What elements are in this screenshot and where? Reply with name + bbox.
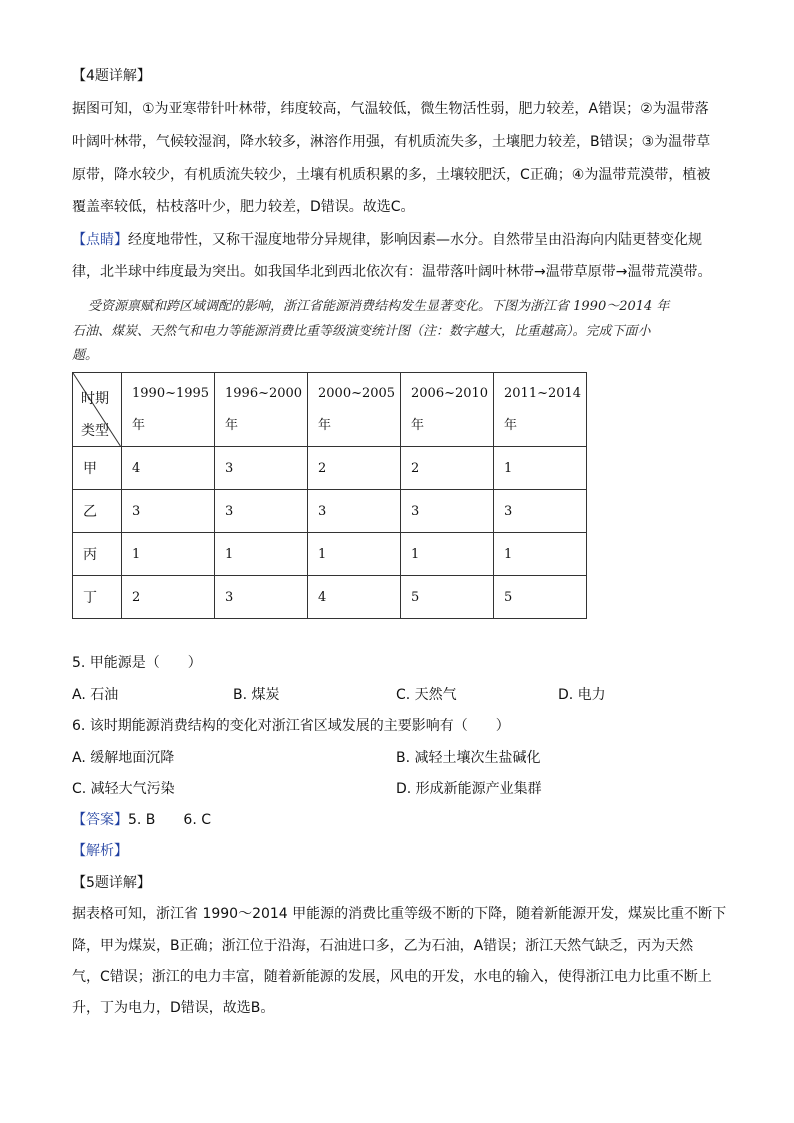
section5-line-2: 降，甲为煤炭，B正确；浙江位于沿海，石油进口多，乙为石油，A错误；浙江天然气缺乏，丙为天然 — [72, 938, 694, 954]
q5-stem: 5. 甲能源是（ ） — [72, 655, 202, 671]
period-header: 2006~2010 年 — [401, 373, 494, 447]
table-row — [73, 490, 587, 533]
table-cell: 2 — [308, 447, 401, 490]
q5-option-b: B. 煤炭 — [233, 687, 280, 703]
q5-option-a: A. 石油 — [72, 687, 119, 703]
row-label: 乙 — [73, 490, 122, 533]
section5-line-3: 气，C错误；浙江的电力丰富，随着新能源的发展，风电的开发，水电的输入，使得浙江电力比重不断上 — [72, 969, 712, 985]
row-label: 丙 — [73, 533, 122, 576]
table-row — [73, 533, 587, 576]
q6-option-c: C. 减轻大气污染 — [72, 781, 175, 797]
table-cell: 1 — [494, 447, 587, 490]
table-cell: 5 — [494, 576, 587, 619]
intro-line-1: 受资源禀赋和跨区域调配的影响，浙江省能源消费结构发生显著变化。下图为浙江省 1990～2014 年 — [88, 299, 670, 314]
section5-title: 【5题详解】 — [72, 875, 151, 891]
corner-bottom-label: 类型 — [81, 423, 109, 439]
note-line-1 — [72, 230, 702, 250]
q6-stem: 6. 该时期能源消费结构的变化对浙江省区域发展的主要影响有（ ） — [72, 718, 510, 734]
period-header: 2000~2005 年 — [308, 373, 401, 447]
table-cell: 1 — [122, 533, 215, 576]
table-cell: 1 — [401, 533, 494, 576]
period-header: 2011~2014 年 — [494, 373, 587, 447]
table-cell: 3 — [122, 490, 215, 533]
section5-line-4: 升，丁为电力，D错误，故选B。 — [72, 1000, 275, 1016]
table-cell: 1 — [308, 533, 401, 576]
note-line-2: 律，北半球中纬度最为突出。如我国华北到西北依次有：温带落叶阔叶林带→温带草原带→温带荒漠带。 — [72, 264, 712, 280]
period-header: 1990~1995 年 — [122, 373, 215, 447]
q6-option-d: D. 形成新能源产业集群 — [396, 781, 542, 797]
section5-line-1: 据表格可知，浙江省 1990～2014 甲能源的消费比重等级不断的下降，随着新能源开发，煤炭比重不断下 — [72, 906, 727, 922]
q5-option-c: C. 天然气 — [396, 687, 457, 703]
table-cell: 4 — [122, 447, 215, 490]
q6-option-a: A. 缓解地面沉降 — [72, 750, 175, 766]
section4-title: 【4题详解】 — [72, 68, 151, 84]
table-cell: 2 — [122, 576, 215, 619]
answer-line — [72, 810, 211, 830]
intro-line-3: 题。 — [72, 348, 99, 363]
section4-line-3: 原带，降水较少，有机质流失较少，土壤有机质积累的多，土壤较肥沃，C正确；④为温带荒漠带，植被 — [72, 167, 711, 183]
energy-table — [72, 372, 587, 619]
table-cell: 4 — [308, 576, 401, 619]
section4-line-2: 叶阔叶林带，气候较湿润，降水较多，淋溶作用强，有机质流失多，土壤肥力较差，B错误；③为温带草 — [72, 134, 711, 150]
answer-text: 5. B 6. C — [128, 812, 211, 828]
table-cell: 3 — [215, 576, 308, 619]
table-cell: 1 — [215, 533, 308, 576]
row-label: 丁 — [73, 576, 122, 619]
table-cell: 3 — [401, 490, 494, 533]
table-cell: 5 — [401, 576, 494, 619]
note-text-1: 经度地带性，又称干湿度地带分异规律，影响因素—水分。自然带呈由沿海向内陆更替变化规 — [128, 232, 702, 248]
table-row — [73, 447, 587, 490]
answer-label: 【答案】 — [72, 812, 128, 828]
table-corner-cell — [73, 373, 122, 447]
section4-line-1: 据图可知，①为亚寒带针叶林带，纬度较高，气温较低，微生物活性弱，肥力较差，A错误；②为温带落 — [72, 101, 709, 117]
corner-top-label: 时期 — [81, 391, 109, 407]
intro-line-2: 石油、煤炭、天然气和电力等能源消费比重等级演变统计图（注：数字越大，比重越高）。完成下面小 — [72, 324, 651, 339]
table-cell: 2 — [401, 447, 494, 490]
row-label: 甲 — [73, 447, 122, 490]
note-label: 【点睛】 — [72, 232, 128, 248]
table-cell: 3 — [308, 490, 401, 533]
table-row — [73, 576, 587, 619]
table-cell: 3 — [494, 490, 587, 533]
table-header-row — [73, 373, 587, 447]
section4-line-4: 覆盖率较低，枯枝落叶少，肥力较差，D错误。故选C。 — [72, 199, 415, 215]
q5-option-d: D. 电力 — [558, 687, 606, 703]
analysis-label: 【解析】 — [72, 843, 128, 859]
table-cell: 3 — [215, 447, 308, 490]
table-cell: 1 — [494, 533, 587, 576]
period-header: 1996~2000 年 — [215, 373, 308, 447]
table-cell: 3 — [215, 490, 308, 533]
q6-option-b: B. 减轻土壤次生盐碱化 — [396, 750, 541, 766]
